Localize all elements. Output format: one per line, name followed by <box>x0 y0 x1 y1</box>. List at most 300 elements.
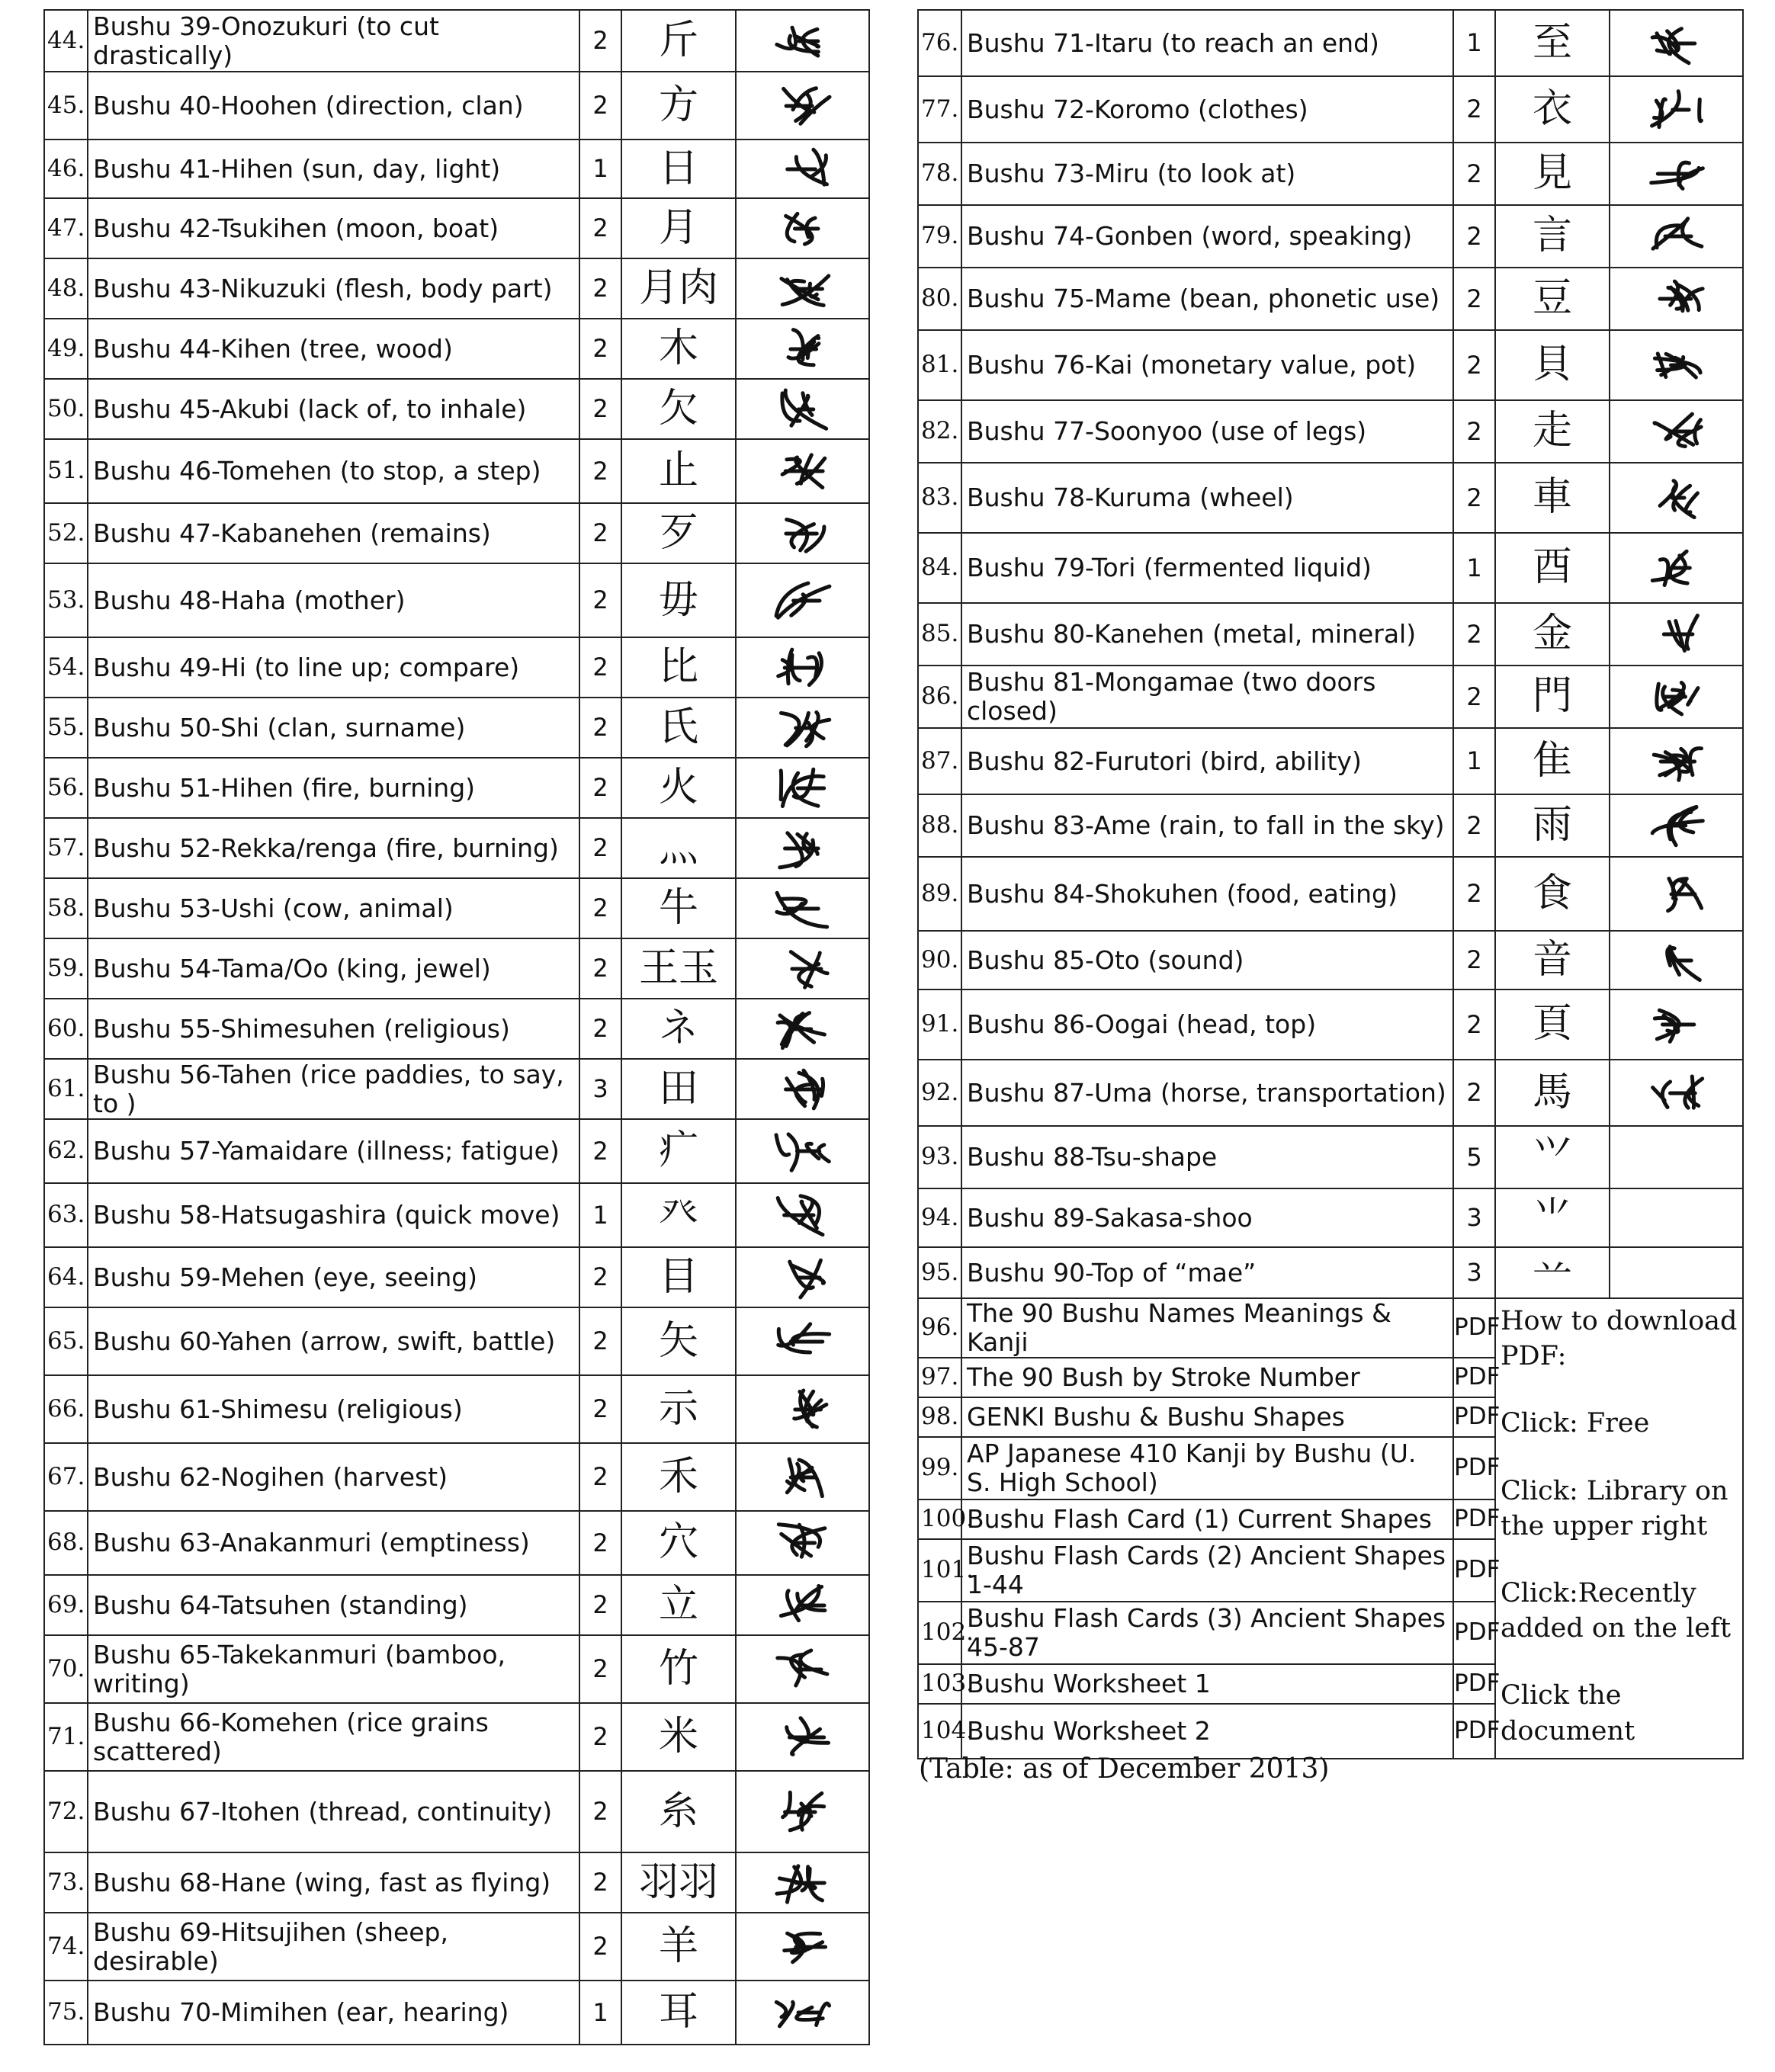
stroke-count: 2 <box>579 1375 621 1443</box>
table-row <box>44 1307 869 1375</box>
table-row <box>44 758 869 818</box>
kanji-current-shape: 疒 <box>621 1119 736 1183</box>
pdf-type-label[interactable]: PDF <box>1453 1437 1495 1499</box>
row-number: 80. <box>918 268 961 330</box>
table-row <box>918 603 1743 666</box>
kanji-ancient-shape <box>736 140 869 198</box>
ancient-seal-glyph-icon <box>1635 737 1719 786</box>
kanji-ancient-shape <box>1610 728 1743 794</box>
ancient-seal-glyph-icon <box>761 1788 845 1836</box>
row-number: 72. <box>44 1771 88 1852</box>
table-row <box>44 938 869 999</box>
kanji-current-shape: 羊 <box>621 1913 736 1981</box>
ancient-seal-glyph-icon <box>761 265 845 313</box>
stroke-count: 2 <box>1453 268 1495 330</box>
bushu-name: Bushu 73-Miru (to look at) <box>961 143 1453 205</box>
table-row <box>918 728 1743 794</box>
row-number: 66. <box>44 1375 88 1443</box>
stroke-count: 2 <box>579 379 621 439</box>
kanji-ancient-shape <box>1610 857 1743 931</box>
row-number: 64. <box>44 1247 88 1307</box>
ancient-seal-glyph-icon <box>761 1519 845 1567</box>
stroke-count: 2 <box>579 10 621 72</box>
ancient-seal-glyph-icon <box>1635 801 1719 850</box>
stroke-count: 2 <box>1453 330 1495 400</box>
table-row <box>44 1059 869 1119</box>
row-number: 87. <box>918 728 961 794</box>
kanji-current-shape: 禾 <box>621 1443 736 1511</box>
table-row <box>918 931 1743 989</box>
stroke-count: 2 <box>579 1307 621 1375</box>
ancient-seal-glyph-icon <box>761 1005 845 1054</box>
ancient-seal-glyph-icon <box>1635 212 1719 261</box>
ancient-seal-glyph-icon <box>761 1581 845 1630</box>
kanji-current-shape: 馬 <box>1495 1060 1610 1126</box>
kanji-ancient-shape <box>736 503 869 563</box>
stroke-count: 1 <box>1453 533 1495 603</box>
table-row <box>44 1575 869 1635</box>
bushu-name: Bushu 87-Uma (horse, transportation) <box>961 1060 1453 1126</box>
kanji-current-shape: 穴 <box>621 1511 736 1575</box>
ancient-seal-glyph-icon <box>1635 407 1719 456</box>
row-number: 56. <box>44 758 88 818</box>
stroke-count: 2 <box>1453 205 1495 268</box>
ancient-seal-glyph-icon <box>761 1923 845 1971</box>
pdf-type-label[interactable]: PDF <box>1453 1499 1495 1539</box>
stroke-count: 2 <box>579 1852 621 1913</box>
kanji-current-shape: 竹 <box>621 1635 736 1703</box>
row-number: 63. <box>44 1183 88 1247</box>
pdf-document-link[interactable]: Bushu Worksheet 2 <box>961 1704 1453 1759</box>
stroke-count: 2 <box>1453 931 1495 989</box>
bushu-name: Bushu 69-Hitsujihen (sheep, desirable) <box>88 1913 579 1981</box>
bushu-name: Bushu 65-Takekanmuri (bamboo, writing) <box>88 1635 579 1703</box>
bushu-name: Bushu 60-Yahen (arrow, swift, battle) <box>88 1307 579 1375</box>
kanji-ancient-shape <box>736 72 869 140</box>
table-row <box>44 1119 869 1183</box>
kanji-ancient-shape <box>736 758 869 818</box>
table-row <box>44 878 869 938</box>
pdf-document-link[interactable]: GENKI Bushu & Bushu Shapes <box>961 1397 1453 1437</box>
kanji-current-shape: 言 <box>1495 205 1610 268</box>
stroke-count: 2 <box>579 319 621 379</box>
kanji-current-shape: 衣 <box>1495 76 1610 143</box>
stroke-count: 2 <box>1453 400 1495 463</box>
bushu-name: Bushu 58-Hatsugashira (quick move) <box>88 1183 579 1247</box>
row-number: 73. <box>44 1852 88 1913</box>
bushu-name: Bushu 53-Ushi (cow, animal) <box>88 878 579 938</box>
bushu-name: Bushu 66-Komehen (rice grains scattered) <box>88 1703 579 1771</box>
row-number: 67. <box>44 1443 88 1511</box>
kanji-current-shape: 米 <box>621 1703 736 1771</box>
bushu-name: Bushu 79-Tori (fermented liquid) <box>961 533 1453 603</box>
table-row <box>44 1703 869 1771</box>
kanji-ancient-shape <box>1610 330 1743 400</box>
bushu-name: Bushu 49-Hi (to line up; compare) <box>88 637 579 698</box>
table-row <box>44 1247 869 1307</box>
stroke-count: 2 <box>579 999 621 1059</box>
kanji-ancient-shape <box>1610 794 1743 857</box>
row-number: 50. <box>44 379 88 439</box>
stroke-count: 2 <box>579 938 621 999</box>
ancient-seal-glyph-icon <box>761 884 845 933</box>
kanji-current-shape: 食 <box>1495 857 1610 931</box>
row-number: 85. <box>918 603 961 666</box>
ancient-seal-glyph-icon <box>1635 870 1719 919</box>
stroke-count: 2 <box>1453 989 1495 1060</box>
kanji-ancient-shape <box>1610 205 1743 268</box>
row-number: 53. <box>44 563 88 637</box>
pdf-document-link[interactable]: The 90 Bush by Stroke Number <box>961 1358 1453 1397</box>
kanji-current-shape: ネ <box>621 999 736 1059</box>
table-row <box>44 140 869 198</box>
kanji-current-shape: 糸 <box>621 1771 736 1852</box>
row-number: 95. <box>918 1247 961 1298</box>
kanji-current-shape: 氏 <box>621 698 736 758</box>
ancient-seal-glyph-icon <box>761 447 845 496</box>
bushu-name: Bushu 68-Hane (wing, fast as flying) <box>88 1852 579 1913</box>
ancient-seal-glyph-icon <box>1635 341 1719 390</box>
stroke-count: 1 <box>579 140 621 198</box>
download-instructions <box>1495 1298 1743 1759</box>
kanji-current-shape: 灬 <box>621 818 736 878</box>
row-number: 54. <box>44 637 88 698</box>
stroke-count: 3 <box>579 1059 621 1119</box>
kanji-ancient-shape <box>1610 931 1743 989</box>
ancient-seal-glyph-icon <box>761 1317 845 1366</box>
kanji-ancient-shape <box>736 439 869 503</box>
kanji-current-shape: 牛 <box>621 878 736 938</box>
pdf-type-label[interactable]: PDF <box>1453 1397 1495 1437</box>
spacer <box>1501 1374 1738 1406</box>
bushu-name: Bushu 41-Hihen (sun, day, light) <box>88 140 579 198</box>
ancient-seal-glyph-icon <box>761 764 845 813</box>
row-number: 65. <box>44 1307 88 1375</box>
kanji-ancient-shape <box>736 198 869 258</box>
table-row <box>44 1511 869 1575</box>
pdf-document-link[interactable]: AP Japanese 410 Kanji by Bushu (U. S. High School) <box>961 1437 1453 1499</box>
pdf-document-link[interactable]: Bushu Flash Card (1) Current Shapes <box>961 1499 1453 1539</box>
kanji-current-shape: 䒑 <box>1495 1247 1610 1298</box>
pdf-type-label[interactable]: PDF <box>1453 1664 1495 1704</box>
stroke-count: 2 <box>1453 666 1495 728</box>
kanji-ancient-shape <box>736 319 869 379</box>
ancient-seal-glyph-icon <box>761 643 845 692</box>
kanji-ancient-shape <box>736 1375 869 1443</box>
row-number: 55. <box>44 698 88 758</box>
stroke-count: 1 <box>579 1183 621 1247</box>
kanji-current-shape: 月肉 <box>621 258 736 319</box>
row-number: 91. <box>918 989 961 1060</box>
stroke-count: 2 <box>579 878 621 938</box>
row-number: 48. <box>44 258 88 319</box>
row-number: 77. <box>918 76 961 143</box>
kanji-current-shape: ⺍ <box>1495 1126 1610 1188</box>
bushu-table-right <box>917 9 1744 1759</box>
ancient-seal-glyph-icon <box>761 824 845 873</box>
row-number: 100. <box>918 1499 961 1539</box>
ancient-seal-glyph-icon <box>761 1713 845 1762</box>
row-number: 79. <box>918 205 961 268</box>
table-row <box>44 698 869 758</box>
ancient-seal-glyph-icon <box>761 17 845 66</box>
download-instructions-title: How to download PDF: <box>1501 1306 1738 1372</box>
ancient-seal-glyph-icon <box>761 1988 845 2037</box>
kanji-ancient-shape <box>736 698 869 758</box>
kanji-ancient-shape <box>736 1771 869 1852</box>
table-row <box>918 1247 1743 1298</box>
kanji-ancient-shape <box>736 1981 869 2045</box>
pdf-type-label[interactable]: PDF <box>1453 1704 1495 1759</box>
table-row <box>918 205 1743 268</box>
row-number: 51. <box>44 439 88 503</box>
spacer <box>1501 1442 1738 1474</box>
kanji-ancient-shape <box>736 1511 869 1575</box>
stroke-count: 1 <box>1453 10 1495 76</box>
bushu-name: Bushu 89-Sakasa-shoo <box>961 1188 1453 1247</box>
table-row <box>44 1375 869 1443</box>
stroke-count: 2 <box>579 1511 621 1575</box>
ancient-seal-glyph-icon <box>761 509 845 558</box>
stroke-count: 1 <box>1453 728 1495 794</box>
bushu-name: Bushu 67-Itohen (thread, continuity) <box>88 1771 579 1852</box>
bushu-name: Bushu 59-Mehen (eye, seeing) <box>88 1247 579 1307</box>
ancient-seal-glyph-icon <box>1635 544 1719 592</box>
table-row <box>918 857 1743 931</box>
table-row <box>44 1183 869 1247</box>
kanji-ancient-shape <box>736 1059 869 1119</box>
row-number: 49. <box>44 319 88 379</box>
table-row <box>918 989 1743 1060</box>
pdf-type-label[interactable]: PDF <box>1453 1298 1495 1358</box>
bushu-name: Bushu 70-Mimihen (ear, hearing) <box>88 1981 579 2045</box>
table-row <box>44 1443 869 1511</box>
row-number: 103. <box>918 1664 961 1704</box>
kanji-current-shape: ⺌ <box>1495 1188 1610 1247</box>
table-row <box>44 1913 869 1981</box>
bushu-name: Bushu 72-Koromo (clothes) <box>961 76 1453 143</box>
kanji-current-shape: 田 <box>621 1059 736 1119</box>
ancient-seal-glyph-icon <box>1635 672 1719 721</box>
row-number: 69. <box>44 1575 88 1635</box>
table-row <box>918 794 1743 857</box>
kanji-current-shape: 斤 <box>621 10 736 72</box>
table-row <box>918 400 1743 463</box>
stroke-count: 2 <box>579 563 621 637</box>
stroke-count: 2 <box>579 1703 621 1771</box>
ancient-seal-glyph-icon <box>761 1859 845 1907</box>
table-row <box>44 439 869 503</box>
row-number: 62. <box>44 1119 88 1183</box>
kanji-ancient-shape <box>736 999 869 1059</box>
bushu-name: Bushu 54-Tama/Oo (king, jewel) <box>88 938 579 999</box>
spacer <box>1501 1544 1738 1576</box>
bushu-name: Bushu 44-Kihen (tree, wood) <box>88 319 579 379</box>
pdf-document-link[interactable]: Bushu Worksheet 1 <box>961 1664 1453 1704</box>
kanji-ancient-shape <box>736 563 869 637</box>
stroke-count: 2 <box>1453 794 1495 857</box>
ancient-seal-glyph-icon <box>761 1453 845 1502</box>
bushu-name: Bushu 64-Tatsuhen (standing) <box>88 1575 579 1635</box>
row-number: 98. <box>918 1397 961 1437</box>
table-row <box>44 379 869 439</box>
table-row <box>918 10 1743 76</box>
kanji-current-shape: 王玉 <box>621 938 736 999</box>
bushu-name: Bushu 83-Ame (rain, to fall in the sky) <box>961 794 1453 857</box>
kanji-current-shape: 羽羽 <box>621 1852 736 1913</box>
kanji-ancient-shape <box>736 258 869 319</box>
row-number: 83. <box>918 463 961 533</box>
kanji-ancient-shape <box>736 878 869 938</box>
row-number: 76. <box>918 10 961 76</box>
bushu-name: Bushu 42-Tsukihen (moon, boat) <box>88 198 579 258</box>
kanji-ancient-shape <box>1610 76 1743 143</box>
download-step: Click:Recently added on the left <box>1501 1577 1732 1644</box>
kanji-current-shape: 矢 <box>621 1307 736 1375</box>
ancient-seal-glyph-icon <box>761 1253 845 1302</box>
ancient-seal-glyph-icon <box>1635 274 1719 323</box>
bushu-name: Bushu 40-Hoohen (direction, clan) <box>88 72 579 140</box>
kanji-ancient-shape <box>736 1913 869 1981</box>
kanji-ancient-shape <box>736 1443 869 1511</box>
bushu-name: Bushu 56-Tahen (rice paddies, to say, to ) <box>88 1059 579 1119</box>
kanji-ancient-shape <box>1610 533 1743 603</box>
stroke-count: 2 <box>579 198 621 258</box>
table-row <box>918 1298 1743 1358</box>
kanji-ancient-shape <box>736 1247 869 1307</box>
pdf-type-label[interactable]: PDF <box>1453 1539 1495 1602</box>
row-number: 74. <box>44 1913 88 1981</box>
table-row <box>918 463 1743 533</box>
bushu-name: Bushu 76-Kai (monetary value, pot) <box>961 330 1453 400</box>
stroke-count: 2 <box>579 439 621 503</box>
kanji-current-shape: 見 <box>1495 143 1610 205</box>
kanji-current-shape: 酉 <box>1495 533 1610 603</box>
row-number: 97. <box>918 1358 961 1397</box>
kanji-current-shape: 日 <box>621 140 736 198</box>
kanji-ancient-shape <box>1610 400 1743 463</box>
ancient-seal-glyph-icon <box>1635 149 1719 198</box>
bushu-name: Bushu 71-Itaru (to reach an end) <box>961 10 1453 76</box>
stroke-count: 2 <box>579 1913 621 1981</box>
kanji-ancient-shape <box>736 818 869 878</box>
table-row <box>918 143 1743 205</box>
kanji-current-shape: 火 <box>621 758 736 818</box>
row-number: 70. <box>44 1635 88 1703</box>
kanji-ancient-shape <box>736 637 869 698</box>
kanji-ancient-shape <box>736 379 869 439</box>
kanji-current-shape: 門 <box>1495 666 1610 728</box>
kanji-current-shape: 頁 <box>1495 989 1610 1060</box>
row-number: 75. <box>44 1981 88 2045</box>
ancient-seal-glyph-icon <box>1635 19 1719 68</box>
row-number: 104. <box>918 1704 961 1759</box>
kanji-ancient-shape <box>1610 1126 1743 1188</box>
stroke-count: 2 <box>579 503 621 563</box>
row-number: 68. <box>44 1511 88 1575</box>
row-number: 44. <box>44 10 88 72</box>
ancient-seal-glyph-icon <box>1635 610 1719 659</box>
ancient-seal-glyph-icon <box>1635 473 1719 522</box>
bushu-name: Bushu 86-Oogai (head, top) <box>961 989 1453 1060</box>
bushu-name: Bushu 85-Oto (sound) <box>961 931 1453 989</box>
kanji-ancient-shape <box>1610 463 1743 533</box>
ancient-seal-glyph-icon <box>1635 1069 1719 1118</box>
bushu-name: Bushu 63-Anakanmuri (emptiness) <box>88 1511 579 1575</box>
row-number: 47. <box>44 198 88 258</box>
kanji-current-shape: 止 <box>621 439 736 503</box>
kanji-ancient-shape <box>736 938 869 999</box>
table-row <box>44 258 869 319</box>
ancient-seal-glyph-icon <box>761 1065 845 1114</box>
kanji-current-shape: 目 <box>621 1247 736 1307</box>
row-number: 93. <box>918 1126 961 1188</box>
ancient-seal-glyph-icon <box>761 204 845 253</box>
kanji-ancient-shape <box>1610 1060 1743 1126</box>
stroke-count: 2 <box>579 637 621 698</box>
row-number: 78. <box>918 143 961 205</box>
download-step: Click the document <box>1501 1680 1635 1746</box>
stroke-count: 2 <box>579 758 621 818</box>
kanji-current-shape: 立 <box>621 1575 736 1635</box>
bushu-name: Bushu 47-Kabanehen (remains) <box>88 503 579 563</box>
pdf-type-label[interactable]: PDF <box>1453 1602 1495 1664</box>
table-row <box>918 1188 1743 1247</box>
pdf-document-link[interactable]: Bushu Flash Cards (2) Ancient Shapes 1-44 <box>961 1539 1453 1602</box>
row-number: 88. <box>918 794 961 857</box>
kanji-ancient-shape <box>736 1635 869 1703</box>
row-number: 92. <box>918 1060 961 1126</box>
kanji-current-shape: 雨 <box>1495 794 1610 857</box>
ancient-seal-glyph-icon <box>761 1645 845 1694</box>
row-number: 59. <box>44 938 88 999</box>
stroke-count: 3 <box>1453 1247 1495 1298</box>
table-row <box>44 1771 869 1852</box>
table-row <box>44 563 869 637</box>
table-row <box>918 533 1743 603</box>
kanji-current-shape: 隹 <box>1495 728 1610 794</box>
stroke-count: 2 <box>1453 463 1495 533</box>
kanji-current-shape: 月 <box>621 198 736 258</box>
kanji-current-shape: 示 <box>621 1375 736 1443</box>
kanji-ancient-shape <box>736 1307 869 1375</box>
bushu-name: Bushu 84-Shokuhen (food, eating) <box>961 857 1453 931</box>
pdf-type-label[interactable]: PDF <box>1453 1358 1495 1397</box>
kanji-current-shape: 至 <box>1495 10 1610 76</box>
stroke-count: 2 <box>579 698 621 758</box>
row-number: 57. <box>44 818 88 878</box>
download-step: Click: Library on the upper right <box>1501 1475 1728 1541</box>
kanji-ancient-shape <box>736 1703 869 1771</box>
bushu-name: Bushu 43-Nikuzuki (flesh, body part) <box>88 258 579 319</box>
row-number: 89. <box>918 857 961 931</box>
ancient-seal-glyph-icon <box>1635 1000 1719 1049</box>
bushu-table-left <box>43 9 870 2045</box>
ancient-seal-glyph-icon <box>761 325 845 374</box>
pdf-document-link[interactable]: The 90 Bushu Names Meanings & Kanji <box>961 1298 1453 1358</box>
table-row <box>44 1981 869 2045</box>
stroke-count: 2 <box>579 1443 621 1511</box>
kanji-ancient-shape <box>736 1183 869 1247</box>
table-row <box>44 503 869 563</box>
spacer <box>1501 1646 1738 1678</box>
ancient-seal-glyph-icon <box>761 945 845 993</box>
pdf-document-link[interactable]: Bushu Flash Cards (3) Ancient Shapes 45-87 <box>961 1602 1453 1664</box>
kanji-current-shape: 比 <box>621 637 736 698</box>
row-number: 71. <box>44 1703 88 1771</box>
bushu-name: Bushu 74-Gonben (word, speaking) <box>961 205 1453 268</box>
row-number: 101. <box>918 1539 961 1602</box>
